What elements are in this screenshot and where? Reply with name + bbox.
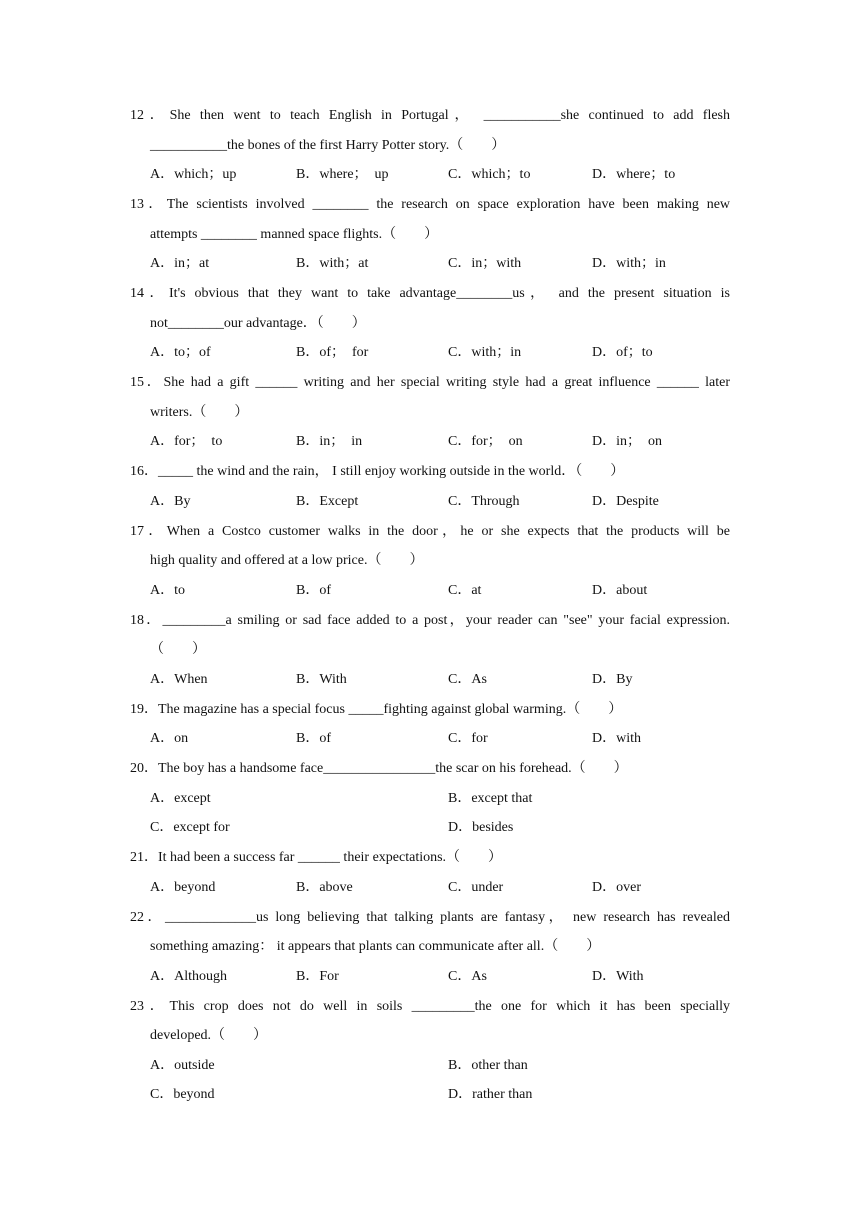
option-a[interactable]: A．in；at xyxy=(150,256,210,271)
question-18 xyxy=(130,606,730,695)
option-b[interactable]: B．of xyxy=(296,731,331,746)
question-stem xyxy=(130,754,730,784)
question-text: attempts ________ manned space flights.（ ） xyxy=(150,226,439,242)
question-stem-continued xyxy=(130,131,730,161)
option-b[interactable]: B．Except xyxy=(296,493,359,509)
options-row xyxy=(150,784,730,814)
option-a[interactable]: A．except xyxy=(150,790,211,806)
options-row xyxy=(150,249,730,279)
option-b[interactable]: B．except that xyxy=(448,790,533,806)
options-row xyxy=(150,665,730,695)
question-text: The magazine has a special focus _____fighting against global warming.（ ） xyxy=(158,701,623,717)
question-23 xyxy=(130,992,730,1110)
question-19 xyxy=(130,695,730,754)
option-a[interactable]: A．When xyxy=(150,671,208,687)
option-b[interactable]: B．other than xyxy=(448,1057,528,1073)
options-row xyxy=(150,338,730,368)
option-c[interactable]: C．with；in xyxy=(448,345,522,360)
question-number: 15． xyxy=(130,375,164,390)
question-text: When a Costco customer walks in the door，he or she expects that the products will be xyxy=(166,523,730,539)
option-c[interactable]: C．except for xyxy=(150,820,230,835)
option-c[interactable]: C．at xyxy=(448,582,482,598)
question-text: writers.（ ） xyxy=(150,404,249,420)
question-13 xyxy=(130,190,730,279)
question-text: It had been a success far ______ their expectations.（ ） xyxy=(158,850,503,865)
question-text: something amazing： it appears that plants can communicate after all.（ ） xyxy=(150,939,601,954)
question-text: This crop does not do well in soils _________the one for which it has been specially xyxy=(169,998,730,1014)
question-text: _________a smiling or sad face added to a post，your reader can "see" your facial expression. xyxy=(162,612,731,628)
options-row xyxy=(150,1080,730,1110)
options-row xyxy=(150,873,730,903)
option-a[interactable]: A．which；up xyxy=(150,167,237,182)
question-stem xyxy=(130,368,730,398)
option-c[interactable]: C．As xyxy=(448,671,487,687)
question-20 xyxy=(130,754,730,843)
question-15 xyxy=(130,368,730,457)
option-b[interactable]: B．of xyxy=(296,582,331,598)
options-row xyxy=(150,487,730,517)
question-stem xyxy=(130,903,730,933)
option-c[interactable]: C．As xyxy=(448,968,487,984)
option-d[interactable]: D．in； on xyxy=(592,434,662,449)
question-number: 17． xyxy=(130,523,167,539)
question-text: ___________the bones of the first Harry Potter story.（ ） xyxy=(150,137,506,153)
question-text: developed.（ ） xyxy=(150,1028,268,1043)
question-stem-continued xyxy=(130,220,730,250)
options-row xyxy=(150,813,730,843)
option-a[interactable]: A．By xyxy=(150,493,191,509)
question-number: 16． xyxy=(130,464,158,479)
option-a[interactable]: A．Although xyxy=(150,968,227,984)
option-a[interactable]: A．for； to xyxy=(150,434,223,449)
question-stem-continued xyxy=(130,309,730,339)
question-number: 14． xyxy=(130,286,170,301)
question-stem xyxy=(130,101,730,131)
option-a[interactable]: A．beyond xyxy=(150,879,216,895)
question-stem xyxy=(130,695,730,725)
options-row xyxy=(150,427,730,457)
question-16 xyxy=(130,457,730,516)
question-text: not________our advantage．（ ） xyxy=(150,315,366,331)
option-d[interactable]: D．with xyxy=(592,731,641,746)
question-text: high quality and offered at a low price.（ ） xyxy=(150,553,424,568)
question-number: 23． xyxy=(130,998,170,1014)
question-stem-continued xyxy=(130,932,730,962)
option-b[interactable]: B．of； for xyxy=(296,345,369,360)
options-row xyxy=(150,1051,730,1081)
options-row xyxy=(150,724,730,754)
option-c[interactable]: C．for； on xyxy=(448,434,523,449)
option-b[interactable]: B．For xyxy=(296,968,339,984)
question-number: 13． xyxy=(130,197,167,212)
question-number: 18． xyxy=(130,612,163,628)
option-d[interactable]: D．with；in xyxy=(592,256,666,271)
question-stem-continued xyxy=(130,635,730,665)
question-text: （ ） xyxy=(150,642,206,657)
question-14 xyxy=(130,279,730,368)
option-c[interactable]: C．Through xyxy=(448,493,520,509)
option-c[interactable]: C．which；to xyxy=(448,167,531,182)
option-d[interactable]: D．With xyxy=(592,968,644,984)
option-c[interactable]: C．for xyxy=(448,731,488,746)
option-a[interactable]: A．on xyxy=(150,731,189,746)
option-a[interactable]: A．outside xyxy=(150,1057,215,1073)
option-d[interactable]: D．about xyxy=(592,582,648,598)
options-row xyxy=(150,160,730,190)
question-stem-continued xyxy=(130,398,730,428)
question-21 xyxy=(130,843,730,902)
option-d[interactable]: D．Despite xyxy=(592,493,659,509)
question-stem xyxy=(130,517,730,547)
option-d[interactable]: D．over xyxy=(592,879,641,895)
option-d[interactable]: D．By xyxy=(592,671,633,687)
options-row xyxy=(150,576,730,606)
question-stem-continued xyxy=(130,1021,730,1051)
question-stem xyxy=(130,992,730,1022)
question-stem xyxy=(130,190,730,220)
option-d[interactable]: D．where；to xyxy=(592,167,676,182)
question-number: 12． xyxy=(130,108,170,123)
question-number: 22． xyxy=(130,909,165,925)
question-17 xyxy=(130,517,730,606)
option-c[interactable]: C．under xyxy=(448,879,504,895)
question-text: _____________us long believing that talking plants are fantasy， new research has revealed xyxy=(164,909,731,925)
option-b[interactable]: B．where； up xyxy=(296,167,389,182)
question-number: 20． xyxy=(130,761,158,776)
question-stem-continued xyxy=(130,546,730,576)
question-text: It's obvious that they want to take advantage________us， and the present situation is xyxy=(169,286,730,301)
question-number: 19． xyxy=(130,701,158,717)
option-c[interactable]: C．beyond xyxy=(150,1087,215,1102)
option-b[interactable]: B．With xyxy=(296,671,347,687)
option-d[interactable]: D．of；to xyxy=(592,345,653,360)
question-text: The boy has a handsome face________________the scar on his forehead.（ ） xyxy=(158,761,628,776)
question-22 xyxy=(130,903,730,992)
option-b[interactable]: B．with；at xyxy=(296,256,369,271)
question-stem xyxy=(130,279,730,309)
question-stem xyxy=(130,843,730,873)
option-b[interactable]: B．in； in xyxy=(296,434,363,449)
question-stem xyxy=(130,606,730,636)
question-number: 21． xyxy=(130,850,158,865)
option-a[interactable]: A．to xyxy=(150,582,185,598)
question-stem xyxy=(130,457,730,487)
question-text: _____ the wind and the rain， I still enjoy working outside in the world．（ ） xyxy=(158,464,625,479)
option-d[interactable]: D．rather than xyxy=(448,1087,533,1102)
question-text: The scientists involved ________ the research on space exploration have been making new xyxy=(166,197,731,212)
question-text: She then went to teach English in Portugal， ___________she continued to add flesh xyxy=(169,108,730,123)
option-b[interactable]: B．above xyxy=(296,879,353,895)
question-12 xyxy=(130,101,730,190)
option-a[interactable]: A．to；of xyxy=(150,345,211,360)
option-c[interactable]: C．in；with xyxy=(448,256,522,271)
options-row xyxy=(150,962,730,992)
question-text: She had a gift ______ writing and her special writing style had a great influence ______ later xyxy=(163,375,730,390)
option-d[interactable]: D．besides xyxy=(448,820,514,835)
